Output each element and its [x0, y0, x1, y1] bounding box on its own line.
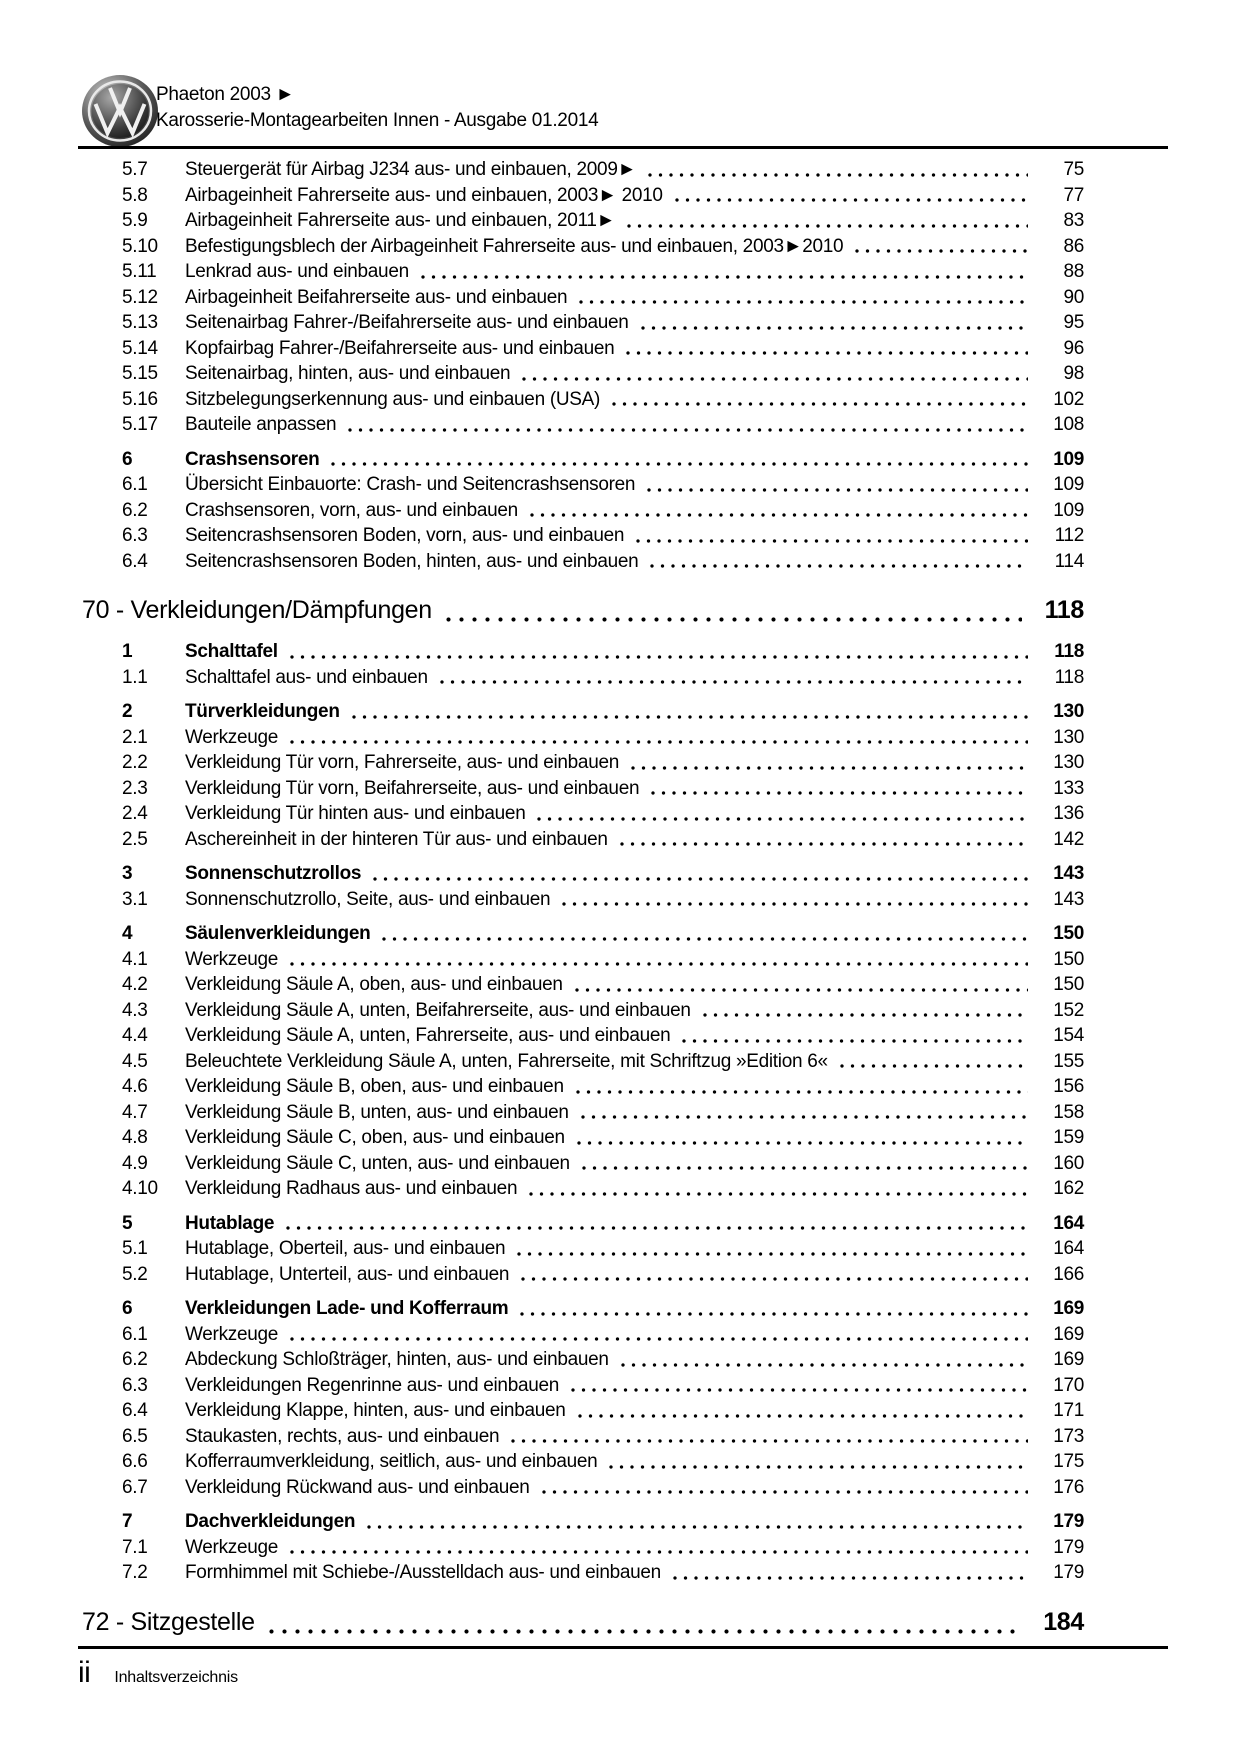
dot-leader	[636, 539, 1028, 543]
footer-rule	[78, 1646, 1168, 1649]
dot-leader	[682, 1039, 1028, 1043]
toc-row-number: 7.1	[122, 1536, 148, 1558]
toc-row-number: 4	[122, 923, 133, 944]
toc-row-title: Bauteile anpassen	[185, 414, 337, 435]
toc-row-number: 4.1	[122, 948, 148, 970]
dot-leader	[348, 428, 1028, 432]
dot-leader	[352, 715, 1028, 719]
toc-row-page: 136	[1053, 803, 1084, 824]
toc-row-page: 162	[1053, 1178, 1084, 1199]
dot-leader	[626, 351, 1028, 355]
toc-row-number: 7.2	[122, 1562, 148, 1583]
dot-leader	[373, 877, 1028, 881]
toc-row-page: 83	[1063, 210, 1084, 231]
toc-row	[82, 1535, 1084, 1561]
toc-row	[82, 259, 1084, 285]
dot-leader	[612, 402, 1028, 406]
toc-row-number: 6.4	[122, 1400, 148, 1421]
toc-row	[82, 776, 1084, 802]
toc-row-title: Verkleidung Tür hinten aus- und einbauen	[185, 803, 526, 824]
toc-row	[82, 1176, 1084, 1202]
toc-row-number: 5.9	[122, 210, 148, 231]
toc-row	[82, 1509, 1084, 1535]
header-subtitle: Karosserie-Montagearbeiten Innen - Ausgabe 01.2014	[156, 110, 599, 131]
toc-row-title: Befestigungsblech der Airbageinheit Fahrerseite aus- und einbauen, 2003►2010	[185, 235, 844, 257]
toc-row-page: 171	[1053, 1400, 1084, 1421]
toc-row-title: Verkleidung Säule B, unten, aus- und einbauen	[185, 1101, 569, 1123]
toc-row-title: Dachverkleidungen	[185, 1511, 356, 1532]
page-header	[78, 72, 1168, 148]
toc-row-page: 150	[1053, 974, 1084, 995]
toc-row	[82, 285, 1084, 311]
toc-row-number: 3.1	[122, 888, 148, 910]
toc-row-number: 2.2	[122, 752, 148, 773]
toc-row-number: 2.3	[122, 777, 148, 799]
toc-row	[82, 861, 1084, 887]
toc-row-page: 109	[1053, 448, 1084, 470]
toc-row	[82, 234, 1084, 260]
dot-leader	[511, 1439, 1028, 1443]
toc-row-title: Lenkrad aus- und einbauen	[185, 261, 409, 282]
dot-leader	[582, 1166, 1028, 1170]
toc-row-page: 166	[1053, 1263, 1084, 1285]
toc-row-title: Schalttafel aus- und einbauen	[185, 666, 428, 688]
toc-row-number: 5.16	[122, 388, 158, 410]
toc-row	[82, 387, 1084, 413]
dot-leader	[290, 1337, 1028, 1341]
toc-row-title: Airbageinheit Fahrerseite aus- und einbauen, 2003► 2010	[185, 184, 663, 206]
toc-row-number: 5.1	[122, 1238, 148, 1259]
toc-row-page: 173	[1053, 1425, 1084, 1447]
dot-leader	[571, 1388, 1028, 1392]
toc-row-page: 118	[1054, 666, 1084, 688]
toc-row-page: 109	[1053, 474, 1084, 495]
toc-row-number: 4.6	[122, 1076, 148, 1097]
toc-row-number: 5.14	[122, 337, 158, 359]
toc-row-number: 6.1	[122, 1323, 148, 1345]
toc-row	[82, 1475, 1084, 1501]
dot-leader	[641, 326, 1028, 330]
toc-row-number: 6	[122, 1298, 133, 1319]
toc-row	[82, 157, 1084, 183]
toc-row-number: 6.6	[122, 1451, 148, 1472]
toc-row-number: 1	[122, 641, 133, 662]
toc-list	[82, 157, 1084, 1648]
dot-leader	[609, 1465, 1028, 1469]
vw-logo-icon	[78, 74, 162, 148]
toc-row-page: 160	[1053, 1152, 1084, 1174]
toc-row-page: 114	[1054, 550, 1084, 572]
toc-row	[82, 1262, 1084, 1288]
dot-leader	[650, 564, 1028, 568]
dot-leader	[579, 300, 1028, 304]
dot-leader	[647, 488, 1028, 492]
toc-row-number: 5.8	[122, 184, 148, 206]
toc-row-page: 118	[1054, 641, 1084, 662]
toc-row-title: Verkleidung Säule A, oben, aus- und einbauen	[185, 974, 563, 995]
toc-row-page: 155	[1053, 1050, 1084, 1072]
toc-row	[82, 208, 1084, 234]
toc-row-title: Crashsensoren, vorn, aus- und einbauen	[185, 499, 518, 521]
toc-row-title: Hutablage	[185, 1212, 275, 1234]
toc-row	[82, 523, 1084, 549]
dot-leader	[575, 988, 1028, 992]
dot-leader	[286, 1226, 1028, 1230]
dot-leader	[581, 1115, 1028, 1119]
toc-row-title: Verkleidung Klappe, hinten, aus- und einbauen	[185, 1400, 566, 1421]
toc-row-page: 86	[1063, 235, 1084, 257]
toc-row-title: Verkleidung Radhaus aus- und einbauen	[185, 1178, 518, 1199]
toc-row	[82, 1398, 1084, 1424]
toc-row-title: Verkleidung Säule C, unten, aus- und einbauen	[185, 1152, 570, 1174]
toc-row-title: Seitenairbag, hinten, aus- und einbauen	[185, 363, 511, 384]
toc-row	[82, 1373, 1084, 1399]
toc-row-title: Verkleidung Rückwand aus- und einbauen	[185, 1476, 530, 1498]
toc-row	[82, 498, 1084, 524]
toc-row-number: 4.2	[122, 974, 148, 995]
toc-row-title: Formhimmel mit Schiebe-/Ausstelldach aus- und einbauen	[185, 1562, 661, 1583]
toc-row-title: Seitencrashsensoren Boden, vorn, aus- und einbauen	[185, 525, 625, 546]
toc-row-page: 176	[1053, 1476, 1084, 1498]
toc-row	[82, 699, 1084, 725]
toc-row	[82, 447, 1084, 473]
dot-leader	[290, 962, 1028, 966]
toc-row-page: 133	[1053, 777, 1084, 799]
toc-row-title: Abdeckung Schloßträger, hinten, aus- und einbauen	[185, 1349, 609, 1370]
toc-row-page: 164	[1053, 1238, 1084, 1259]
toc-row	[82, 998, 1084, 1024]
toc-row-number: 5	[122, 1212, 133, 1234]
dot-leader	[446, 617, 1022, 622]
toc-row	[82, 336, 1084, 362]
dot-leader	[421, 275, 1028, 279]
footer-doc-label: Inhaltsverzeichnis	[114, 1669, 238, 1686]
toc-row-page: 130	[1053, 752, 1084, 773]
toc-row-page: 90	[1063, 286, 1084, 308]
dot-leader	[578, 1414, 1028, 1418]
toc-row-number: 5.2	[122, 1263, 148, 1285]
toc-row-title: Sonnenschutzrollos	[185, 863, 362, 884]
toc-row	[82, 1322, 1084, 1348]
toc-row-number: 5.12	[122, 286, 158, 308]
toc-row-page: 154	[1053, 1025, 1084, 1046]
toc-row-page: 75	[1063, 159, 1084, 180]
toc-row-number: 2	[122, 701, 133, 722]
dot-leader	[290, 655, 1028, 659]
toc-row-page: 179	[1053, 1511, 1084, 1532]
toc-row	[82, 827, 1084, 853]
toc-row	[82, 361, 1084, 387]
dot-leader	[269, 1629, 1022, 1634]
toc-row-title: Türverkleidungen	[185, 701, 340, 722]
dot-leader	[627, 224, 1028, 228]
dot-leader	[521, 1277, 1028, 1281]
toc-row	[82, 310, 1084, 336]
footer-page-number: ii	[78, 1656, 91, 1689]
toc-row-number: 6	[122, 448, 133, 470]
page-footer	[78, 1646, 1168, 1689]
dot-leader	[651, 791, 1028, 795]
toc-row-page: 143	[1053, 888, 1084, 910]
toc-row-number: 4.8	[122, 1127, 148, 1148]
dot-leader	[382, 937, 1028, 941]
toc-row	[82, 947, 1084, 973]
toc-row-number: 5.15	[122, 363, 158, 384]
toc-row-title: Verkleidung Säule C, oben, aus- und einbauen	[185, 1127, 565, 1148]
toc-row-page: 156	[1053, 1076, 1084, 1097]
toc-row-title: 72 - Sitzgestelle	[82, 1607, 255, 1636]
toc-row-number: 4.10	[122, 1178, 158, 1199]
toc-row	[82, 590, 1084, 630]
toc-row-title: Verkleidung Tür vorn, Beifahrerseite, aus- und einbauen	[185, 777, 640, 799]
dot-leader	[620, 842, 1028, 846]
dot-leader	[529, 1192, 1028, 1196]
toc-row-page: 150	[1053, 948, 1084, 970]
dot-leader	[576, 1090, 1028, 1094]
toc-row-number: 6.3	[122, 525, 148, 546]
toc-row-title: Sitzbelegungserkennung aus- und einbauen (USA)	[185, 388, 601, 410]
toc-row-page: 158	[1053, 1101, 1084, 1123]
toc-row-title: Hutablage, Oberteil, aus- und einbauen	[185, 1238, 506, 1259]
toc-row-page: 142	[1053, 828, 1084, 850]
dot-leader	[840, 1064, 1028, 1068]
toc-row	[82, 801, 1084, 827]
toc-row-number: 4.5	[122, 1050, 148, 1072]
toc-row-number: 6.5	[122, 1425, 148, 1447]
toc-row-number: 4.7	[122, 1101, 148, 1123]
toc-row	[82, 1236, 1084, 1262]
toc-row	[82, 1560, 1084, 1586]
toc-row-number: 6.1	[122, 474, 148, 495]
dot-leader	[703, 1013, 1028, 1017]
toc-row	[82, 1074, 1084, 1100]
toc-row-number: 6.4	[122, 550, 148, 572]
dot-leader	[577, 1141, 1028, 1145]
toc-row-title: Übersicht Einbauorte: Crash- und Seitencrashsensoren	[185, 474, 636, 495]
toc-row	[82, 472, 1084, 498]
toc-row-title: Kofferraumverkleidung, seitlich, aus- und einbauen	[185, 1451, 598, 1472]
toc-row-number: 5.17	[122, 414, 158, 435]
toc-row-title: Airbageinheit Beifahrerseite aus- und einbauen	[185, 286, 568, 308]
toc-row-number: 6.2	[122, 499, 148, 521]
toc-row-number: 4.3	[122, 999, 148, 1021]
toc-row-number: 6.7	[122, 1476, 148, 1498]
toc-row-title: Verkleidung Tür vorn, Fahrerseite, aus- und einbauen	[185, 752, 619, 773]
toc-row-title: Schalttafel	[185, 641, 278, 662]
toc-row-title: Staukasten, rechts, aus- und einbauen	[185, 1425, 500, 1447]
toc-row-title: Beleuchtete Verkleidung Säule A, unten, Fahrerseite, mit Schriftzug »Edition 6«	[185, 1050, 828, 1072]
toc-row-page: 169	[1053, 1323, 1084, 1345]
header-rule	[78, 146, 1168, 149]
dot-leader	[331, 462, 1028, 466]
toc-row-title: Steuergerät für Airbag J234 aus- und einbauen, 2009►	[185, 159, 637, 180]
toc-row	[82, 1602, 1084, 1642]
toc-row-page: 169	[1053, 1298, 1084, 1319]
toc-row	[82, 1424, 1084, 1450]
dot-leader	[648, 173, 1028, 177]
toc-row	[82, 183, 1084, 209]
dot-leader	[542, 1490, 1028, 1494]
dot-leader	[517, 1252, 1028, 1256]
toc-row	[82, 1049, 1084, 1075]
toc-row-title: Verkleidungen Regenrinne aus- und einbauen	[185, 1374, 560, 1396]
toc-row-number: 5.11	[122, 261, 157, 282]
toc-row-number: 3	[122, 863, 133, 884]
dot-leader	[440, 680, 1028, 684]
toc-row-page: 179	[1053, 1536, 1084, 1558]
toc-row-number: 5.13	[122, 312, 158, 333]
toc-row-title: Werkzeuge	[185, 1536, 279, 1558]
dot-leader	[675, 198, 1028, 202]
toc-row	[82, 921, 1084, 947]
toc-row-title: Verkleidung Säule A, unten, Fahrerseite, aus- und einbauen	[185, 1025, 671, 1046]
toc-row	[82, 1211, 1084, 1237]
dot-leader	[621, 1363, 1028, 1367]
toc-row-title: Kopfairbag Fahrer-/Beifahrerseite aus- und einbauen	[185, 337, 615, 359]
dot-leader	[673, 1576, 1028, 1580]
toc-row-page: 77	[1063, 184, 1084, 206]
toc-row-title: Seitencrashsensoren Boden, hinten, aus- und einbauen	[185, 550, 639, 572]
toc-row-page: 118	[1044, 596, 1084, 624]
toc-row	[82, 412, 1084, 438]
dot-leader	[530, 513, 1028, 517]
dot-leader	[520, 1312, 1028, 1316]
toc-row-page: 179	[1053, 1562, 1084, 1583]
toc-row	[82, 1100, 1084, 1126]
toc-row	[82, 1151, 1084, 1177]
toc-row-title: Airbageinheit Fahrerseite aus- und einbauen, 2011►	[185, 210, 616, 231]
dot-leader	[290, 740, 1028, 744]
toc-row-title: Werkzeuge	[185, 726, 279, 748]
toc-row-page: 109	[1053, 499, 1084, 521]
toc-row-title: Verkleidungen Lade- und Kofferraum	[185, 1298, 509, 1319]
toc-row-number: 6.2	[122, 1349, 148, 1370]
toc-row-number: 1.1	[122, 666, 148, 688]
toc-row-title: Aschereinheit in der hinteren Tür aus- und einbauen	[185, 828, 608, 850]
toc-row-page: 170	[1053, 1374, 1084, 1396]
toc-row-number: 5.10	[122, 235, 158, 257]
toc-row-title: Verkleidung Säule A, unten, Beifahrerseite, aus- und einbauen	[185, 999, 691, 1021]
toc-row-title: Sonnenschutzrollo, Seite, aus- und einbauen	[185, 888, 551, 910]
toc-row	[82, 639, 1084, 665]
toc-row-page: 112	[1054, 525, 1084, 546]
toc-row	[82, 1347, 1084, 1373]
dot-leader	[562, 902, 1028, 906]
toc-row	[82, 887, 1084, 913]
toc-row-page: 175	[1053, 1451, 1084, 1472]
toc-row-page: 152	[1053, 999, 1084, 1021]
toc-row-number: 4.9	[122, 1152, 148, 1174]
toc-row-title: Werkzeuge	[185, 948, 279, 970]
dot-leader	[367, 1525, 1028, 1529]
toc-row-title: 70 - Verkleidungen/Dämpfungen	[82, 596, 432, 624]
toc-row	[82, 972, 1084, 998]
toc-row-number: 4.4	[122, 1025, 148, 1046]
toc-row-page: 95	[1063, 312, 1084, 333]
toc-row	[82, 1125, 1084, 1151]
toc-row	[82, 725, 1084, 751]
toc-row	[82, 1296, 1084, 1322]
toc-row-number: 2.5	[122, 828, 148, 850]
dot-leader	[631, 766, 1028, 770]
dot-leader	[522, 377, 1028, 381]
toc-row-page: 150	[1053, 923, 1084, 944]
dot-leader	[537, 817, 1028, 821]
toc-row-number: 7	[122, 1511, 133, 1532]
toc-row-title: Seitenairbag Fahrer-/Beifahrerseite aus- und einbauen	[185, 312, 629, 333]
toc-row-number: 2.4	[122, 803, 148, 824]
toc-row-title: Säulenverkleidungen	[185, 923, 371, 944]
dot-leader	[290, 1550, 1028, 1554]
toc-row-page: 164	[1053, 1212, 1084, 1234]
toc-row-page: 184	[1043, 1607, 1084, 1636]
toc-row	[82, 549, 1084, 575]
toc-row-page: 102	[1053, 388, 1084, 410]
header-model: Phaeton 2003 ►	[156, 84, 295, 105]
toc-row	[82, 1449, 1084, 1475]
toc-row-page: 96	[1063, 337, 1084, 359]
toc-row-page: 98	[1063, 363, 1084, 384]
toc-row-page: 130	[1053, 726, 1084, 748]
toc-row-page: 88	[1063, 261, 1084, 282]
toc-row-page: 159	[1053, 1127, 1084, 1148]
toc-row	[82, 750, 1084, 776]
toc-row-title: Werkzeuge	[185, 1323, 279, 1345]
dot-leader	[855, 249, 1028, 253]
toc-row-page: 143	[1053, 863, 1084, 884]
toc-row-number: 6.3	[122, 1374, 148, 1396]
toc-row-number: 2.1	[122, 726, 148, 748]
toc-row	[82, 1023, 1084, 1049]
toc-row-page: 130	[1053, 701, 1084, 722]
toc-row-title: Hutablage, Unterteil, aus- und einbauen	[185, 1263, 510, 1285]
toc-row-title: Verkleidung Säule B, oben, aus- und einbauen	[185, 1076, 564, 1097]
toc-row-page: 108	[1053, 414, 1084, 435]
toc-row-page: 169	[1053, 1349, 1084, 1370]
toc-row	[82, 665, 1084, 691]
toc-row-number: 5.7	[122, 159, 148, 180]
toc-row-title: Crashsensoren	[185, 448, 320, 470]
